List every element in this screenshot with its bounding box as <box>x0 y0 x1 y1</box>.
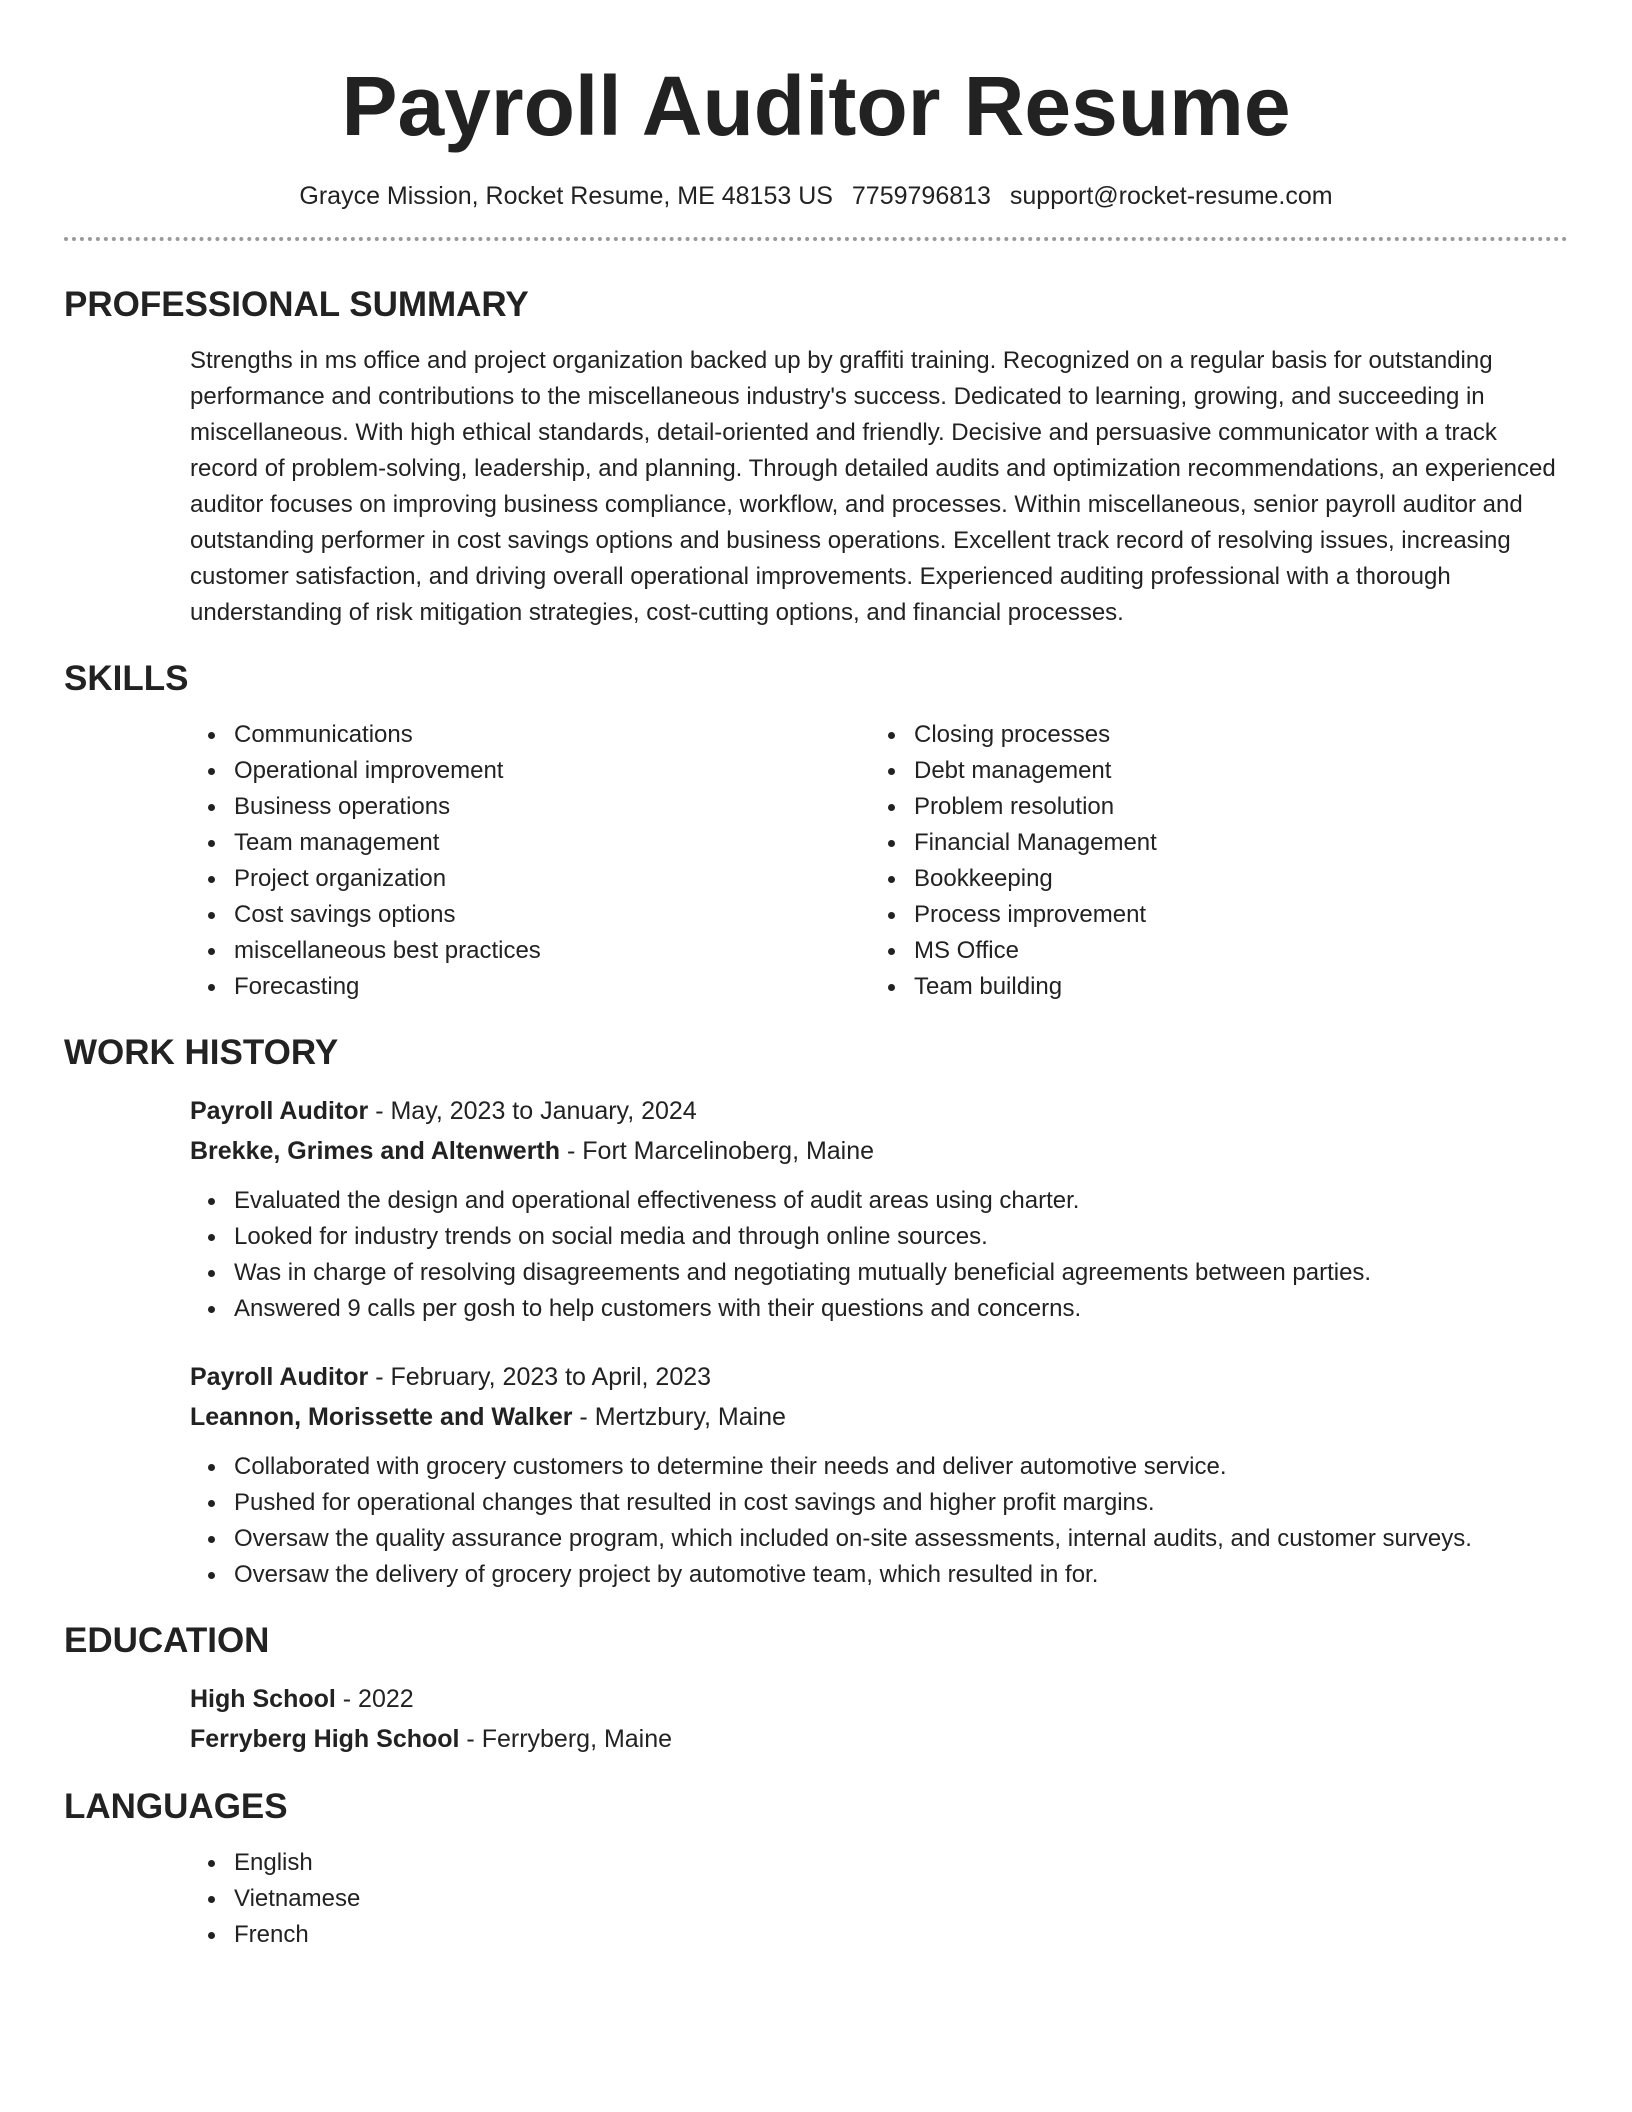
job-entry <box>190 1091 1568 1327</box>
contact-phone: 7759796813 <box>851 182 991 210</box>
job-bullet: Was in charge of resolving disagreements and negotiating mutually beneficial agreements between parties. <box>190 1255 1568 1291</box>
job-company-line <box>190 1397 1568 1437</box>
header-divider <box>64 237 1568 241</box>
education-heading: EDUCATION <box>64 1621 270 1660</box>
summary-text: Strengths in ms office and project organization backed up by graffiti training. Recognized on a regular basis for outstanding performance and contributions to the miscellaneous industry's success. Dedicated to learning, growing, and succeeding in miscellaneous. With high ethical standards, detail-oriented and friendly. Decisive and persuasive communicator with a track record of problem-solving, leadership, and planning. Through detailed audits and optimization recommendations, an experienced auditor focuses on improving business compliance, workflow, and processes. Within miscellaneous, senior payroll auditor and outstanding performer in cost savings options and business operations. Excellent track record of resolving issues, increasing customer satisfaction, and driving overall operational improvements. Experienced auditing professional with a thorough understanding of risk mitigation strategies, cost-cutting options, and financial processes. <box>190 347 1556 626</box>
job-bullet: Looked for industry trends on social media and through online sources. <box>190 1219 1568 1255</box>
education-location: - Ferryberg, Maine <box>459 1725 673 1753</box>
job-company-line <box>190 1131 1568 1171</box>
education-degree: High School <box>190 1685 336 1713</box>
skill-item: Bookkeeping <box>870 861 1550 897</box>
education-school: Ferryberg High School <box>190 1725 460 1753</box>
skill-item: Team management <box>190 825 870 861</box>
skill-item: Project organization <box>190 861 870 897</box>
education-degree-line <box>190 1679 1568 1719</box>
languages-list <box>190 1845 1568 1953</box>
language-item: English <box>190 1845 1568 1881</box>
job-bullets <box>190 1449 1568 1593</box>
job-company: Brekke, Grimes and Altenwerth <box>190 1137 561 1165</box>
job-dates: - May, 2023 to January, 2024 <box>368 1097 697 1125</box>
job-bullets <box>190 1183 1568 1327</box>
skill-item: Financial Management <box>870 825 1550 861</box>
skill-item: Communications <box>190 717 870 753</box>
skill-item: Process improvement <box>870 897 1550 933</box>
job-title: Payroll Auditor <box>190 1363 369 1391</box>
education-entry <box>190 1679 1568 1759</box>
work-heading: WORK HISTORY <box>64 1033 339 1072</box>
skill-item: Cost savings options <box>190 897 870 933</box>
contact-address: Grayce Mission, Rocket Resume, ME 48153 US <box>299 182 833 210</box>
contact-line <box>64 182 1568 211</box>
skill-item: Team building <box>870 969 1550 1005</box>
languages-section <box>64 1787 1568 1953</box>
job-title-line <box>190 1091 1568 1131</box>
job-bullet: Oversaw the delivery of grocery project by automotive team, which resulted in for. <box>190 1557 1568 1593</box>
summary-heading: PROFESSIONAL SUMMARY <box>64 285 529 324</box>
job-location: - Mertzbury, Maine <box>572 1403 786 1431</box>
education-section <box>64 1621 1568 1759</box>
job-bullet: Answered 9 calls per gosh to help customers with their questions and concerns. <box>190 1291 1568 1327</box>
skill-item: miscellaneous best practices <box>190 933 870 969</box>
job-location: - Fort Marcelinoberg, Maine <box>560 1137 875 1165</box>
job-bullet: Oversaw the quality assurance program, which included on-site assessments, internal audits, and customer surveys. <box>190 1521 1568 1557</box>
education-year: - 2022 <box>335 1685 414 1713</box>
skills-right-list <box>870 717 1550 1005</box>
job-bullet: Evaluated the design and operational effectiveness of audit areas using charter. <box>190 1183 1568 1219</box>
languages-heading: LANGUAGES <box>64 1787 288 1826</box>
resume-title: Payroll Auditor Resume <box>341 59 1291 153</box>
skills-heading: SKILLS <box>64 659 189 698</box>
language-item: Vietnamese <box>190 1881 1568 1917</box>
skill-item: Forecasting <box>190 969 870 1005</box>
skills-section <box>64 659 1568 1005</box>
job-title: Payroll Auditor <box>190 1097 369 1125</box>
job-company: Leannon, Morissette and Walker <box>190 1403 573 1431</box>
job-bullet: Pushed for operational changes that resulted in cost savings and higher profit margins. <box>190 1485 1568 1521</box>
language-item: French <box>190 1917 1568 1953</box>
skill-item: Closing processes <box>870 717 1550 753</box>
languages-entry <box>190 1845 1568 1953</box>
skills-columns <box>190 717 1568 1005</box>
education-school-line <box>190 1719 1568 1759</box>
skill-item: Operational improvement <box>190 753 870 789</box>
skill-item: Debt management <box>870 753 1550 789</box>
job-bullet: Collaborated with grocery customers to determine their needs and deliver automotive service. <box>190 1449 1568 1485</box>
skills-left-list <box>190 717 870 1005</box>
skill-item: Problem resolution <box>870 789 1550 825</box>
skill-item: Business operations <box>190 789 870 825</box>
summary-section <box>64 285 1568 631</box>
skill-item: MS Office <box>870 933 1550 969</box>
job-dates: - February, 2023 to April, 2023 <box>368 1363 712 1391</box>
job-title-line <box>190 1357 1568 1397</box>
contact-email: support@rocket-resume.com <box>1009 182 1333 210</box>
work-section <box>64 1033 1568 1593</box>
job-entry <box>190 1357 1568 1593</box>
